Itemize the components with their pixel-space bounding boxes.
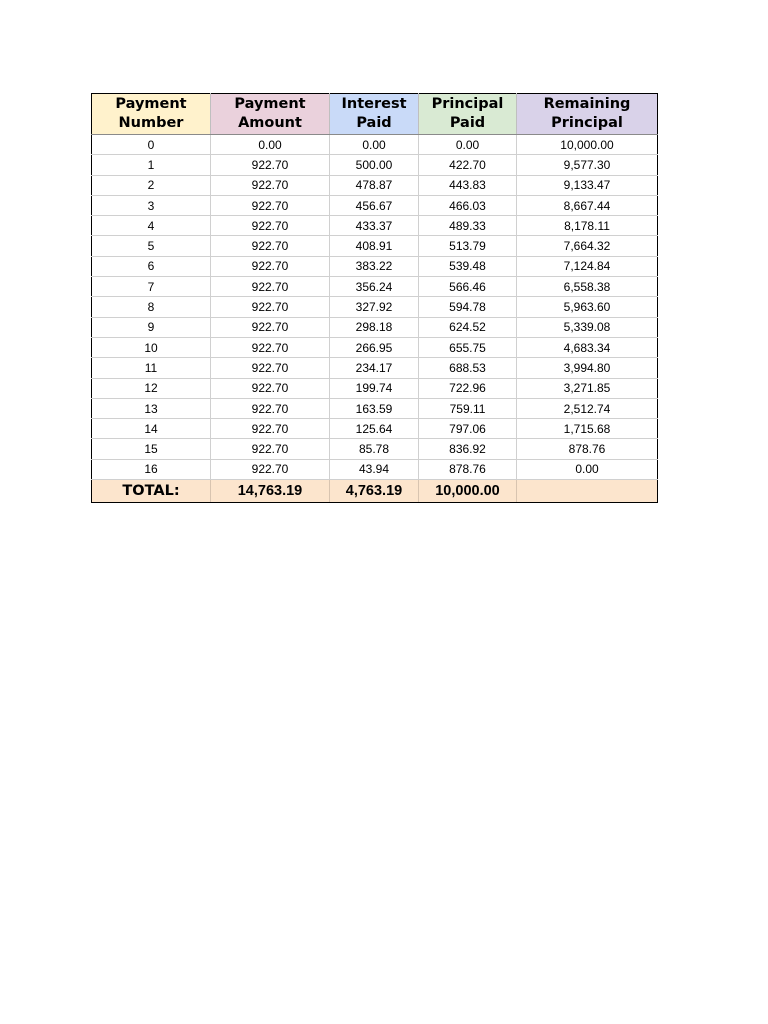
cell-payment-number: 4	[92, 216, 211, 236]
cell-interest-paid: 478.87	[330, 175, 419, 195]
cell-interest-paid: 85.78	[330, 439, 419, 459]
header-interest-paid	[330, 94, 419, 135]
cell-payment-number: 5	[92, 236, 211, 256]
cell-principal-paid: 836.92	[419, 439, 517, 459]
header-remaining-principal-line1: Remaining	[543, 96, 631, 112]
total-interest-paid: 4,763.19	[330, 480, 419, 503]
cell-remaining-principal: 3,271.85	[517, 378, 658, 398]
cell-interest-paid: 125.64	[330, 419, 419, 439]
table-row	[92, 155, 658, 175]
cell-remaining-principal: 2,512.74	[517, 398, 658, 418]
cell-payment-amount: 922.70	[211, 277, 330, 297]
cell-interest-paid: 456.67	[330, 195, 419, 215]
cell-remaining-principal: 9,133.47	[517, 175, 658, 195]
cell-interest-paid: 298.18	[330, 317, 419, 337]
header-payment-number-line2: Number	[118, 115, 184, 131]
cell-remaining-principal: 3,994.80	[517, 358, 658, 378]
cell-interest-paid: 163.59	[330, 398, 419, 418]
table-row	[92, 439, 658, 459]
cell-interest-paid: 199.74	[330, 378, 419, 398]
table-row	[92, 236, 658, 256]
cell-payment-amount: 922.70	[211, 419, 330, 439]
cell-payment-amount: 922.70	[211, 297, 330, 317]
table-row	[92, 135, 658, 155]
cell-payment-number: 9	[92, 317, 211, 337]
cell-payment-amount: 922.70	[211, 155, 330, 175]
cell-payment-number: 13	[92, 398, 211, 418]
header-principal-paid	[419, 94, 517, 135]
cell-principal-paid: 759.11	[419, 398, 517, 418]
cell-principal-paid: 539.48	[419, 256, 517, 276]
header-row	[92, 94, 658, 135]
cell-payment-number: 1	[92, 155, 211, 175]
cell-payment-amount: 922.70	[211, 439, 330, 459]
cell-payment-amount: 922.70	[211, 216, 330, 236]
table-row	[92, 398, 658, 418]
cell-interest-paid: 266.95	[330, 337, 419, 357]
header-interest-paid-line1: Interest	[341, 96, 407, 112]
cell-remaining-principal: 10,000.00	[517, 135, 658, 155]
cell-principal-paid: 489.33	[419, 216, 517, 236]
table-row	[92, 459, 658, 479]
cell-remaining-principal: 878.76	[517, 439, 658, 459]
cell-payment-number: 3	[92, 195, 211, 215]
cell-interest-paid: 383.22	[330, 256, 419, 276]
cell-remaining-principal: 7,124.84	[517, 256, 658, 276]
total-principal-paid: 10,000.00	[419, 480, 517, 503]
table-row	[92, 317, 658, 337]
cell-interest-paid: 433.37	[330, 216, 419, 236]
cell-interest-paid: 234.17	[330, 358, 419, 378]
cell-interest-paid: 327.92	[330, 297, 419, 317]
cell-principal-paid: 422.70	[419, 155, 517, 175]
table-row	[92, 419, 658, 439]
cell-remaining-principal: 5,963.60	[517, 297, 658, 317]
cell-principal-paid: 797.06	[419, 419, 517, 439]
cell-principal-paid: 722.96	[419, 378, 517, 398]
table-row	[92, 378, 658, 398]
cell-remaining-principal: 5,339.08	[517, 317, 658, 337]
header-principal-paid-line2: Paid	[449, 115, 486, 131]
cell-payment-amount: 922.70	[211, 459, 330, 479]
cell-principal-paid: 594.78	[419, 297, 517, 317]
cell-interest-paid: 408.91	[330, 236, 419, 256]
cell-remaining-principal: 8,667.44	[517, 195, 658, 215]
cell-payment-number: 12	[92, 378, 211, 398]
header-principal-paid-line1: Principal	[431, 96, 504, 112]
header-payment-amount-line2: Amount	[238, 115, 302, 131]
cell-payment-number: 16	[92, 459, 211, 479]
cell-payment-number: 2	[92, 175, 211, 195]
cell-remaining-principal: 6,558.38	[517, 277, 658, 297]
cell-interest-paid: 43.94	[330, 459, 419, 479]
cell-interest-paid: 356.24	[330, 277, 419, 297]
header-payment-number	[92, 94, 211, 135]
cell-payment-amount: 922.70	[211, 378, 330, 398]
cell-payment-amount: 922.70	[211, 317, 330, 337]
cell-remaining-principal: 0.00	[517, 459, 658, 479]
cell-payment-number: 8	[92, 297, 211, 317]
cell-principal-paid: 513.79	[419, 236, 517, 256]
cell-payment-amount: 922.70	[211, 358, 330, 378]
table-row	[92, 297, 658, 317]
cell-interest-paid: 500.00	[330, 155, 419, 175]
cell-principal-paid: 624.52	[419, 317, 517, 337]
cell-principal-paid: 566.46	[419, 277, 517, 297]
cell-payment-number: 7	[92, 277, 211, 297]
table-row	[92, 256, 658, 276]
table-row	[92, 337, 658, 357]
table-row	[92, 175, 658, 195]
cell-payment-number: 0	[92, 135, 211, 155]
cell-remaining-principal: 7,664.32	[517, 236, 658, 256]
header-payment-amount	[211, 94, 330, 135]
table-row	[92, 195, 658, 215]
cell-payment-amount: 922.70	[211, 256, 330, 276]
cell-principal-paid: 655.75	[419, 337, 517, 357]
cell-payment-number: 14	[92, 419, 211, 439]
cell-principal-paid: 878.76	[419, 459, 517, 479]
cell-payment-number: 6	[92, 256, 211, 276]
cell-payment-number: 15	[92, 439, 211, 459]
cell-interest-paid: 0.00	[330, 135, 419, 155]
cell-payment-amount: 922.70	[211, 337, 330, 357]
cell-principal-paid: 688.53	[419, 358, 517, 378]
cell-remaining-principal: 8,178.11	[517, 216, 658, 236]
table-body	[92, 135, 658, 480]
cell-principal-paid: 466.03	[419, 195, 517, 215]
header-remaining-principal-line2: Principal	[551, 115, 623, 131]
header-payment-amount-line1: Payment	[234, 96, 306, 112]
total-payment-amount: 14,763.19	[211, 480, 330, 503]
amortization-table	[91, 93, 658, 503]
header-remaining-principal	[517, 94, 658, 135]
header-interest-paid-line2: Paid	[356, 115, 392, 131]
table-row	[92, 358, 658, 378]
header-payment-number-line1: Payment	[115, 96, 187, 112]
table-row	[92, 277, 658, 297]
cell-remaining-principal: 4,683.34	[517, 337, 658, 357]
cell-payment-amount: 922.70	[211, 195, 330, 215]
cell-payment-number: 10	[92, 337, 211, 357]
cell-principal-paid: 0.00	[419, 135, 517, 155]
total-row	[92, 480, 658, 503]
cell-remaining-principal: 1,715.68	[517, 419, 658, 439]
cell-payment-amount: 922.70	[211, 175, 330, 195]
cell-payment-amount: 922.70	[211, 398, 330, 418]
cell-remaining-principal: 9,577.30	[517, 155, 658, 175]
total-remaining-principal	[517, 480, 658, 503]
cell-payment-number: 11	[92, 358, 211, 378]
cell-principal-paid: 443.83	[419, 175, 517, 195]
table-row	[92, 216, 658, 236]
cell-payment-amount: 922.70	[211, 236, 330, 256]
cell-payment-amount: 0.00	[211, 135, 330, 155]
total-label: TOTAL:	[92, 480, 211, 503]
